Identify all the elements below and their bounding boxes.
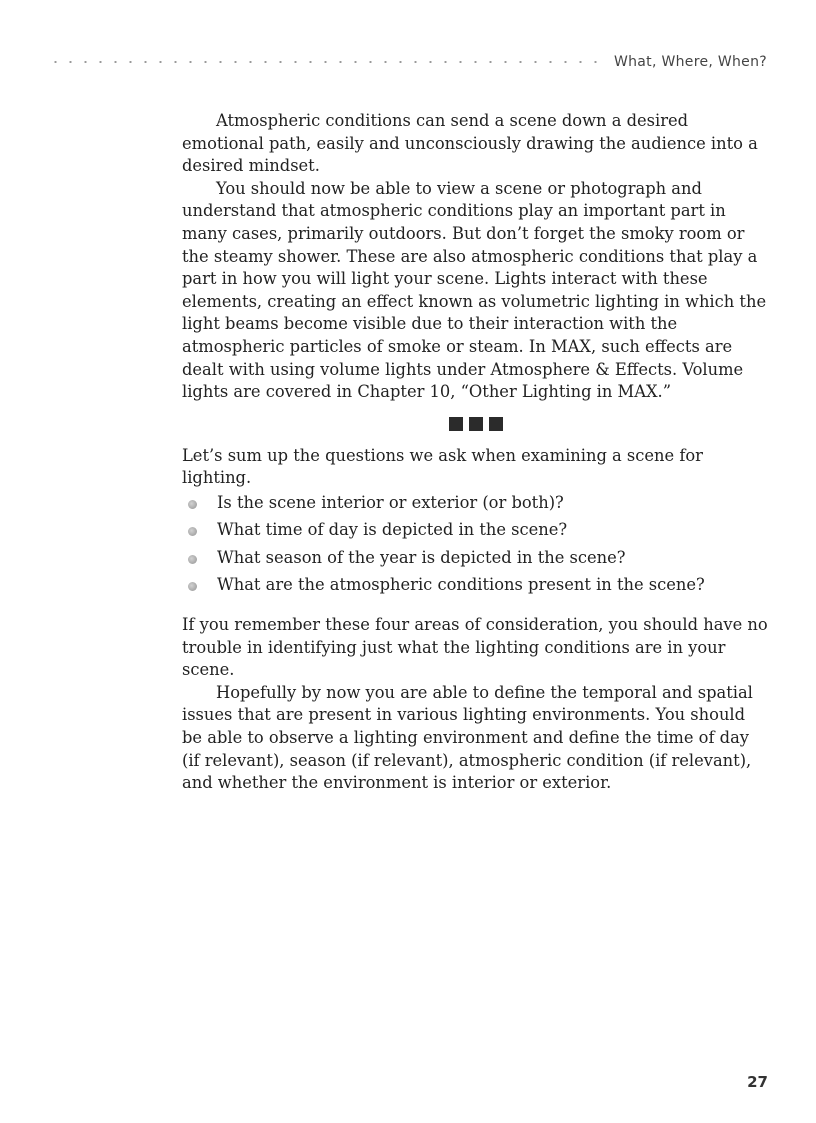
ornament-square — [449, 417, 463, 431]
list-item — [182, 519, 770, 546]
section-break-ornament — [182, 417, 770, 431]
ornament-square — [469, 417, 483, 431]
bullet-icon — [188, 555, 197, 564]
list-intro: Let’s sum up the questions we ask when examining a scene for lighting. — [182, 445, 703, 488]
bullet-icon — [188, 527, 197, 536]
paragraph-volumetric-lighting: You should now be able to view a scene or photograph and understand that atmospheric conditions play an important part in many cases, primarily outdoors. But don’t forget the smoky room or the steamy shower. These are also atmospheric conditions that play a part in how you will light your scene. Lights interact with these elements, creating an effect known as volumetric lighting in which the light beams become visible due to their interaction with the atmospheric particles of smoke or steam. In MAX, such effects are dealt with using volume lights under Atmosphere & Effects. Volume lights are covered in Chapter 10, “Other Lighting in MAX.” — [182, 178, 767, 402]
question-list — [182, 492, 770, 601]
page-number: 27 — [747, 1073, 768, 1091]
ornament-square — [489, 417, 503, 431]
body-text — [182, 110, 770, 795]
list-item — [182, 547, 770, 574]
bullet-icon — [188, 500, 197, 509]
list-item-text: What are the atmospheric conditions present in the scene? — [217, 574, 705, 594]
list-item-text: Is the scene interior or exterior (or both)? — [217, 492, 564, 512]
paragraph-summary: Hopefully by now you are able to define the temporal and spatial issues that are present in various lighting environments. You should be able to observe a lighting environment and define the time of day (if relevant), season (if relevant), atmospheric condition (if relevant), and whether the environment is interior or exterior. — [182, 682, 753, 793]
list-item — [182, 492, 770, 519]
bullet-icon — [188, 582, 197, 591]
dot-leader — [48, 61, 600, 63]
running-head — [48, 52, 767, 72]
list-item-text: What time of day is depicted in the scene? — [217, 520, 568, 540]
paragraph-four-areas: If you remember these four areas of consideration, you should have no trouble in identifying just what the lighting conditions are in your scene. — [182, 615, 768, 680]
list-item — [182, 574, 770, 601]
list-item-text: What season of the year is depicted in the scene? — [217, 547, 626, 567]
paragraph-atmospheric-intro: Atmospheric conditions can send a scene down a desired emotional path, easily and unconsciously drawing the audience into a desired mindset. — [182, 111, 758, 176]
running-title: What, Where, When? — [613, 54, 767, 70]
